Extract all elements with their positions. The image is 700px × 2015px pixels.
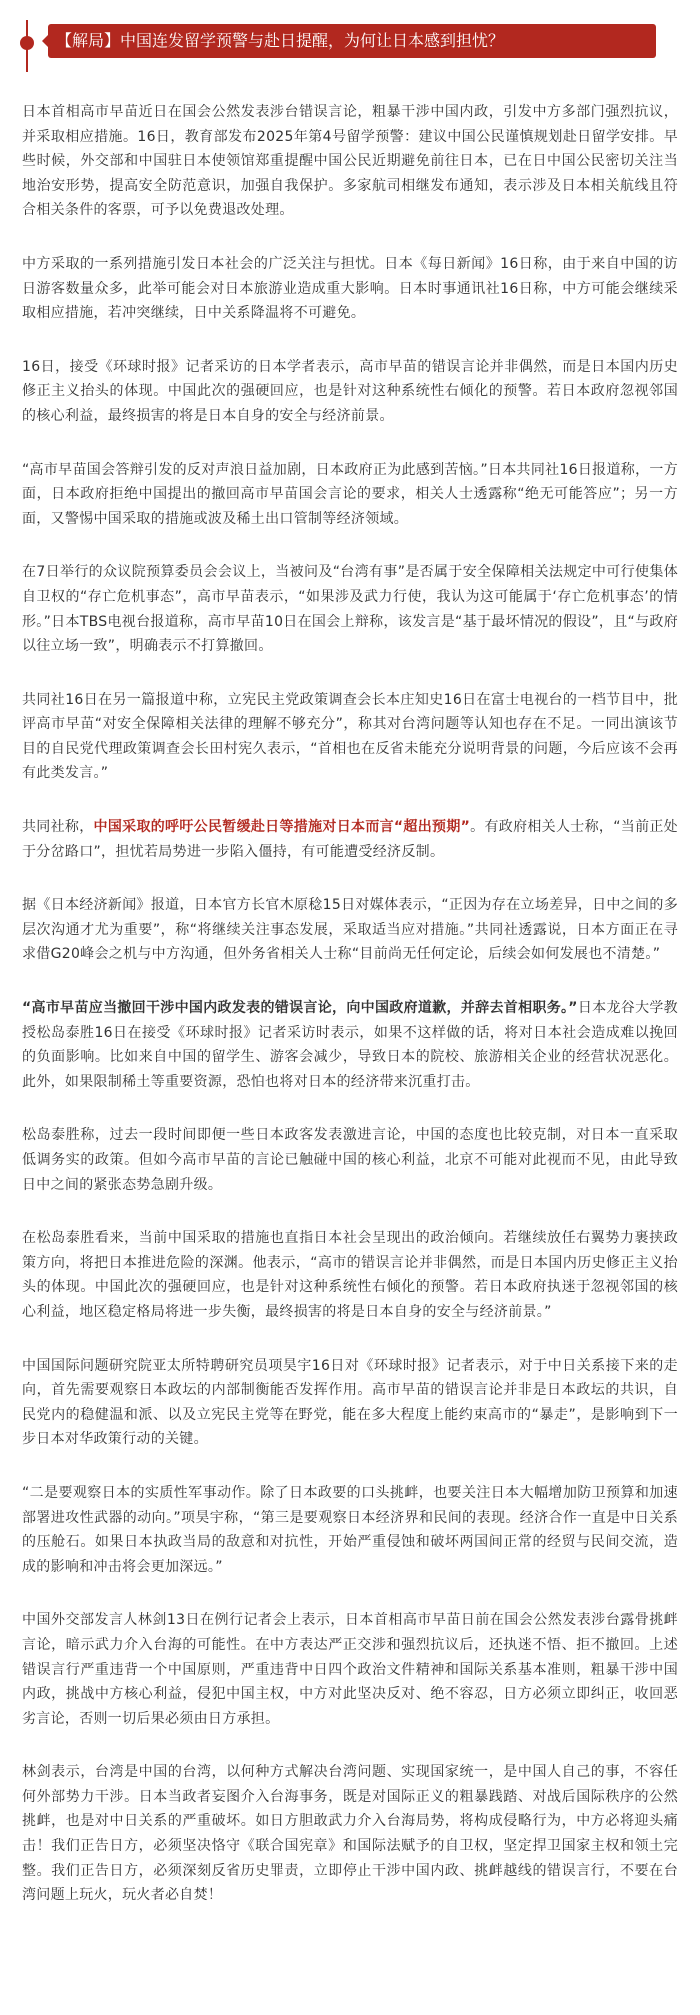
paragraph-11: 在松岛泰胜看来，当前中国采取的措施也直指日本社会呈现出的政治倾向。若继续放任右翼势力裹挟政策方向，将把日本推进危险的深渊。他表示，“高市的错误言论并非偶然，而是日本国内历史修正主义抬头的体现。中国此次的强硬回应，也是针对这种系统性右倾化的预警。若日本政府执迷于忽视邻国的核心利益，地区稳定格局将进一步失衡，最终损害的将是日本自身的安全与经济前景。”	[22, 1230, 678, 1320]
paragraph-15: 林剑表示，台湾是中国的台湾，以何种方式解决台湾问题、实现国家统一，是中国人自己的事，不容任何外部势力干涉。日本当政者妄图介入台海事务，既是对国际正义的粗暴践踏、对战后国际秩序的公然挑衅，也是对中日关系的严重破坏。如日方胆敢武力介入台海局势，将构成侵略行为，中方必将迎头痛击！我们正告日方，必须坚决恪守《联合国宪章》和国际法赋予的自卫权，坚定捍卫国家主权和领土完整。我们正告日方，必须深刻反省历史罪责，立即停止干涉中国内政、挑衅越线的错误言行，不要在台湾问题上玩火，玩火者必自焚！	[22, 1764, 678, 1904]
paragraph-9-quote: “高市早苗应当撤回干涉中国内政发表的错误言论，向中国政府道歉，并辞去首相职务。”	[22, 1000, 578, 1017]
paragraph-9-body: 日本龙谷大学教授松岛泰胜16日在接受《环球时报》记者采访时表示，如果不这样做的话，将对日本社会造成难以挽回的负面影响。比如来自中国的留学生、游客会减少，导致日本的院校、旅游相关企业的经营状况恶化。此外，如果限制稀土等重要资源，恐怕也将对日本的经济带来沉重打击。	[22, 1000, 678, 1090]
paragraph-7	[22, 815, 678, 864]
paragraph-7-highlight: 中国采取的呼吁公民暂缓赴日等措施对日本而言“超出预期”	[93, 819, 471, 836]
paragraph-7-lead: 共同社称，	[22, 819, 94, 836]
paragraph-6: 共同社16日在另一篇报道中称，立宪民主党政策调查会长本庄知史16日在富士电视台的一档节目中，批评高市早苗“对安全保障相关法律的理解不够充分”，称其对台湾问题等认知也存在不足。一同出演该节目的自民党代理政策调查会长田村宪久表示，“首相也在反省未能充分说明背景的问题，今后应该不会再有此类发言。”	[22, 691, 678, 782]
article-body	[12, 100, 688, 1908]
article-page	[0, 20, 700, 2015]
header-title: 【解局】中国连发留学预警与赴日提醒，为何让日本感到担忧？	[48, 24, 656, 58]
paragraph-2: 中方采取的一系列措施引发日本社会的广泛关注与担忧。日本《每日新闻》16日称，由于来自中国的访日游客数量众多，此举可能会对日本旅游业造成重大影响。日本时事通讯社16日称，中方可能会继续采取相应措施，若冲突继续，日中关系降温将不可避免。	[22, 255, 678, 322]
paragraph-10: 松岛泰胜称，过去一段时间即便一些日本政客发表激进言论，中国的态度也比较克制，对日本一直采取低调务实的政策。但如今高市早苗的言论已触碰中国的核心利益，北京不可能对此视而不见，由此导致日中之间的紧张态势急剧升级。	[22, 1127, 678, 1193]
paragraph-1: 日本首相高市早苗近日在国会公然发表涉台错误言论，粗暴干涉中国内政，引发中方多部门强烈抗议，并采取相应措施。16日，教育部发布2025年第4号留学预警：建议中国公民谨慎规划赴日留学安排。早些时候，外交部和中国驻日本使领馆郑重提醒中国公民近期避免前往日本，已在日中国公民密切关注当地治安形势，提高安全防范意识，加强自我保护。多家航司相继发布通知，表示涉及日本相关航线且符合相关条件的客票，可予以免费退改处理。	[22, 104, 678, 219]
paragraph-4: “高市早苗国会答辩引发的反对声浪日益加剧，日本政府正为此感到苦恼。”日本共同社16日报道称，一方面，日本政府拒绝中国提出的撤回高市早苗国会言论的要求，相关人士透露称“绝无可能答应”；另一方面，又警惕中国采取的措施或波及稀土出口管制等经济领域。	[22, 461, 678, 527]
paragraph-7-tail: 。有政府相关人士称，“当前正处于分岔路口”，担忧若局势进一步陷入僵持，有可能遭受经济反制。	[22, 819, 678, 860]
paragraph-9	[22, 996, 678, 1094]
header-dot-icon	[20, 36, 34, 50]
paragraph-5: 在7日举行的众议院预算委员会会议上，当被问及“台湾有事”是否属于安全保障相关法规定中可行使集体自卫权的“存亡危机事态”，高市早苗表示，“如果涉及武力行使，我认为这可能属于‘存亡危机事态’的情形。”日本TBS电视台报道称，高市早苗10日在国会上辩称，该发言是“基于最坏情况的假设”，且“与政府以往立场一致”，明确表示不打算撤回。	[22, 564, 678, 655]
article-header	[12, 20, 688, 72]
paragraph-3: 16日，接受《环球时报》记者采访的日本学者表示，高市早苗的错误言论并非偶然，而是日本国内历史修正主义抬头的体现。中国此次的强硬回应，也是针对这种系统性右倾化的预警。若日本政府忽视邻国的核心利益，最终损害的将是日本自身的安全与经济前景。	[22, 358, 678, 424]
paragraph-14: 中国外交部发言人林剑13日在例行记者会上表示，日本首相高市早苗日前在国会公然发表涉台露骨挑衅言论，暗示武力介入台海的可能性。在中方表达严正交涉和强烈抗议后，还执迷不悟、拒不撤回。上述错误言行严重违背一个中国原则，严重违背中日四个政治文件精神和国际关系基本准则，粗暴干涉中国内政，挑战中方核心利益，侵犯中国主权，中方对此坚决反对、绝不容忍，日方必须立即纠正，收回恶劣言论，否则一切后果必须由日方承担。	[22, 1612, 678, 1727]
paragraph-8: 据《日本经济新闻》报道，日本官方长官木原稔15日对媒体表示，“正因为存在立场差异，日中之间的多层次沟通才尤为重要”，称“将继续关注事态发展，采取适当应对措施。”共同社透露说，日本方面正在寻求借G20峰会之机与中方沟通，但外务省相关人士称“目前尚无任何定论，后续会如何发展也不清楚。”	[22, 897, 678, 963]
paragraph-13: “二是要观察日本的实质性军事动作。除了日本政要的口头挑衅，也要关注日本大幅增加防卫预算和加速部署进攻性武器的动向。”项昊宇称，“第三是要观察日本经济界和民间的表现。经济合作一直是中日关系的压舱石。如果日本执政当局的敌意和对抗性，开始严重侵蚀和破坏两国间正常的经贸与民间交流，造成的影响和冲击将会更加深远。”	[22, 1484, 678, 1575]
paragraph-12: 中国国际问题研究院亚太所特聘研究员项昊宇16日对《环球时报》记者表示，对于中日关系接下来的走向，首先需要观察日本政坛的内部制衡能否发挥作用。高市早苗的错误言论并非是日本政坛的共识，自民党内的稳健温和派、以及立宪民主党等在野党，能在多大程度上能约束高市的“暴走”，是影响到下一步日本对华政策行动的关键。	[22, 1357, 678, 1448]
